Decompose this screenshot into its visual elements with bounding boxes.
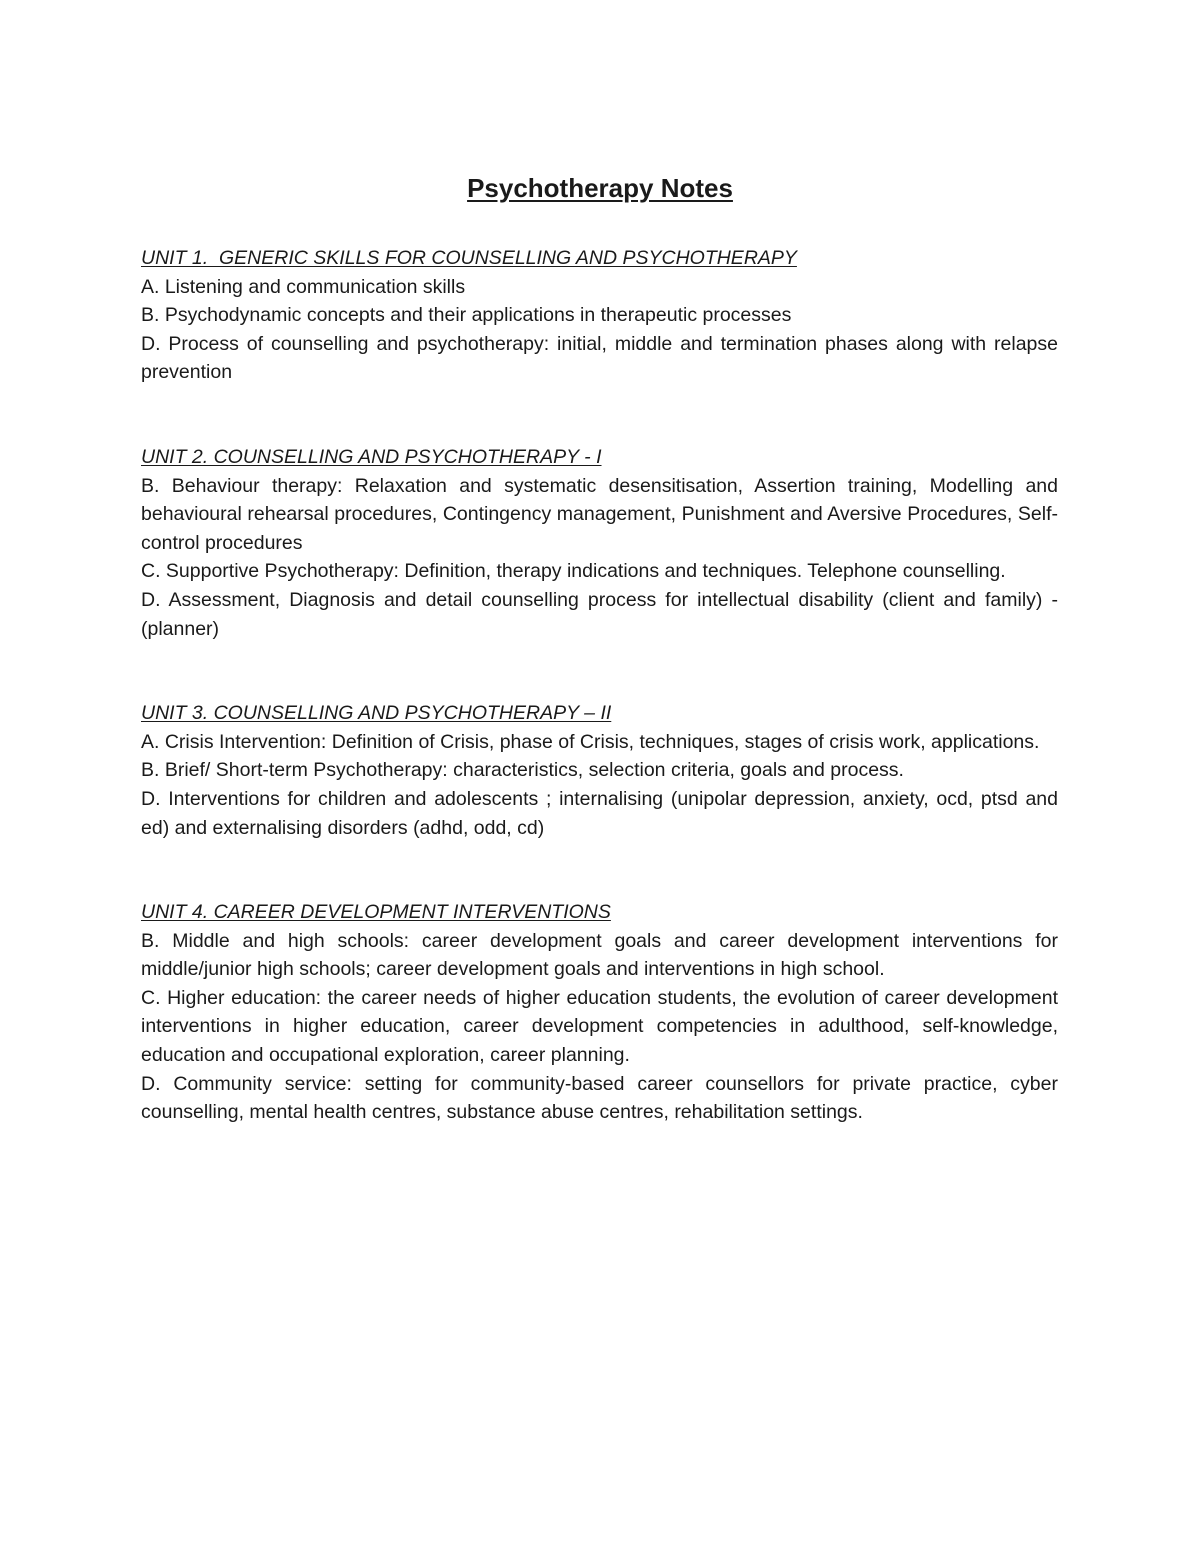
unit-3-item-d: D. Interventions for children and adolescents ; internalising (unipolar depression, anxiety, ocd, ptsd and ed) and externalising disorders (adhd, odd, cd) bbox=[141, 787, 1058, 839]
unit-4-item-b: B. Middle and high schools: career development goals and career development interventions for middle/junior high schools; career development goals and interventions in high school. bbox=[141, 929, 1058, 981]
unit-1-heading: UNIT 1. GENERIC SKILLS FOR COUNSELLING AND PSYCHOTHERAPY bbox=[141, 247, 797, 269]
unit-2-item-c: C. Supportive Psychotherapy: Definition, therapy indications and techniques. Telephone counselling. bbox=[141, 560, 1006, 583]
unit-1-item-b: B. Psychodynamic concepts and their applications in therapeutic processes bbox=[141, 304, 792, 327]
document-title: Psychotherapy Notes bbox=[467, 173, 733, 203]
unit-4-item-d: D. Community service: setting for community-based career counsellors for private practice, cyber counselling, mental health centres, substance abuse centres, rehabilitation settings. bbox=[141, 1072, 1058, 1124]
unit-1-item-a: A. Listening and communication skills bbox=[141, 275, 466, 298]
unit-2-item-d: D. Assessment, Diagnosis and detail counselling process for intellectual disability (client and family) - (planner) bbox=[141, 588, 1058, 640]
unit-4-item-c: C. Higher education: the career needs of higher education students, the evolution of career development interventions in higher education, career development competencies in adulthood, self-knowledge, education and occupational exploration, career planning. bbox=[141, 986, 1058, 1067]
unit-4-heading: UNIT 4. CAREER DEVELOPMENT INTERVENTIONS bbox=[141, 901, 611, 924]
unit-2-section bbox=[141, 443, 1058, 643]
unit-3-section bbox=[141, 699, 1058, 842]
unit-2-heading: UNIT 2. COUNSELLING AND PSYCHOTHERAPY - I bbox=[141, 445, 602, 468]
unit-3-item-b: B. Brief/ Short-term Psychotherapy: characteristics, selection criteria, goals and process. bbox=[141, 759, 904, 782]
unit-4-section bbox=[141, 898, 1058, 1127]
unit-1-item-d: D. Process of counselling and psychotherapy: initial, middle and termination phases along with relapse prevention bbox=[141, 332, 1058, 384]
document-body bbox=[141, 244, 1058, 1127]
unit-1-section bbox=[141, 244, 1058, 387]
unit-3-heading: UNIT 3. COUNSELLING AND PSYCHOTHERAPY – II bbox=[141, 702, 612, 725]
unit-3-item-a: A. Crisis Intervention: Definition of Crisis, phase of Crisis, techniques, stages of crisis work, applications. bbox=[141, 730, 1040, 753]
unit-2-item-b: B. Behaviour therapy: Relaxation and systematic desensitisation, Assertion training, Modelling and behavioural rehearsal procedures, Contingency management, Punishment and Aversive Procedures, Self-control procedures bbox=[141, 474, 1058, 554]
